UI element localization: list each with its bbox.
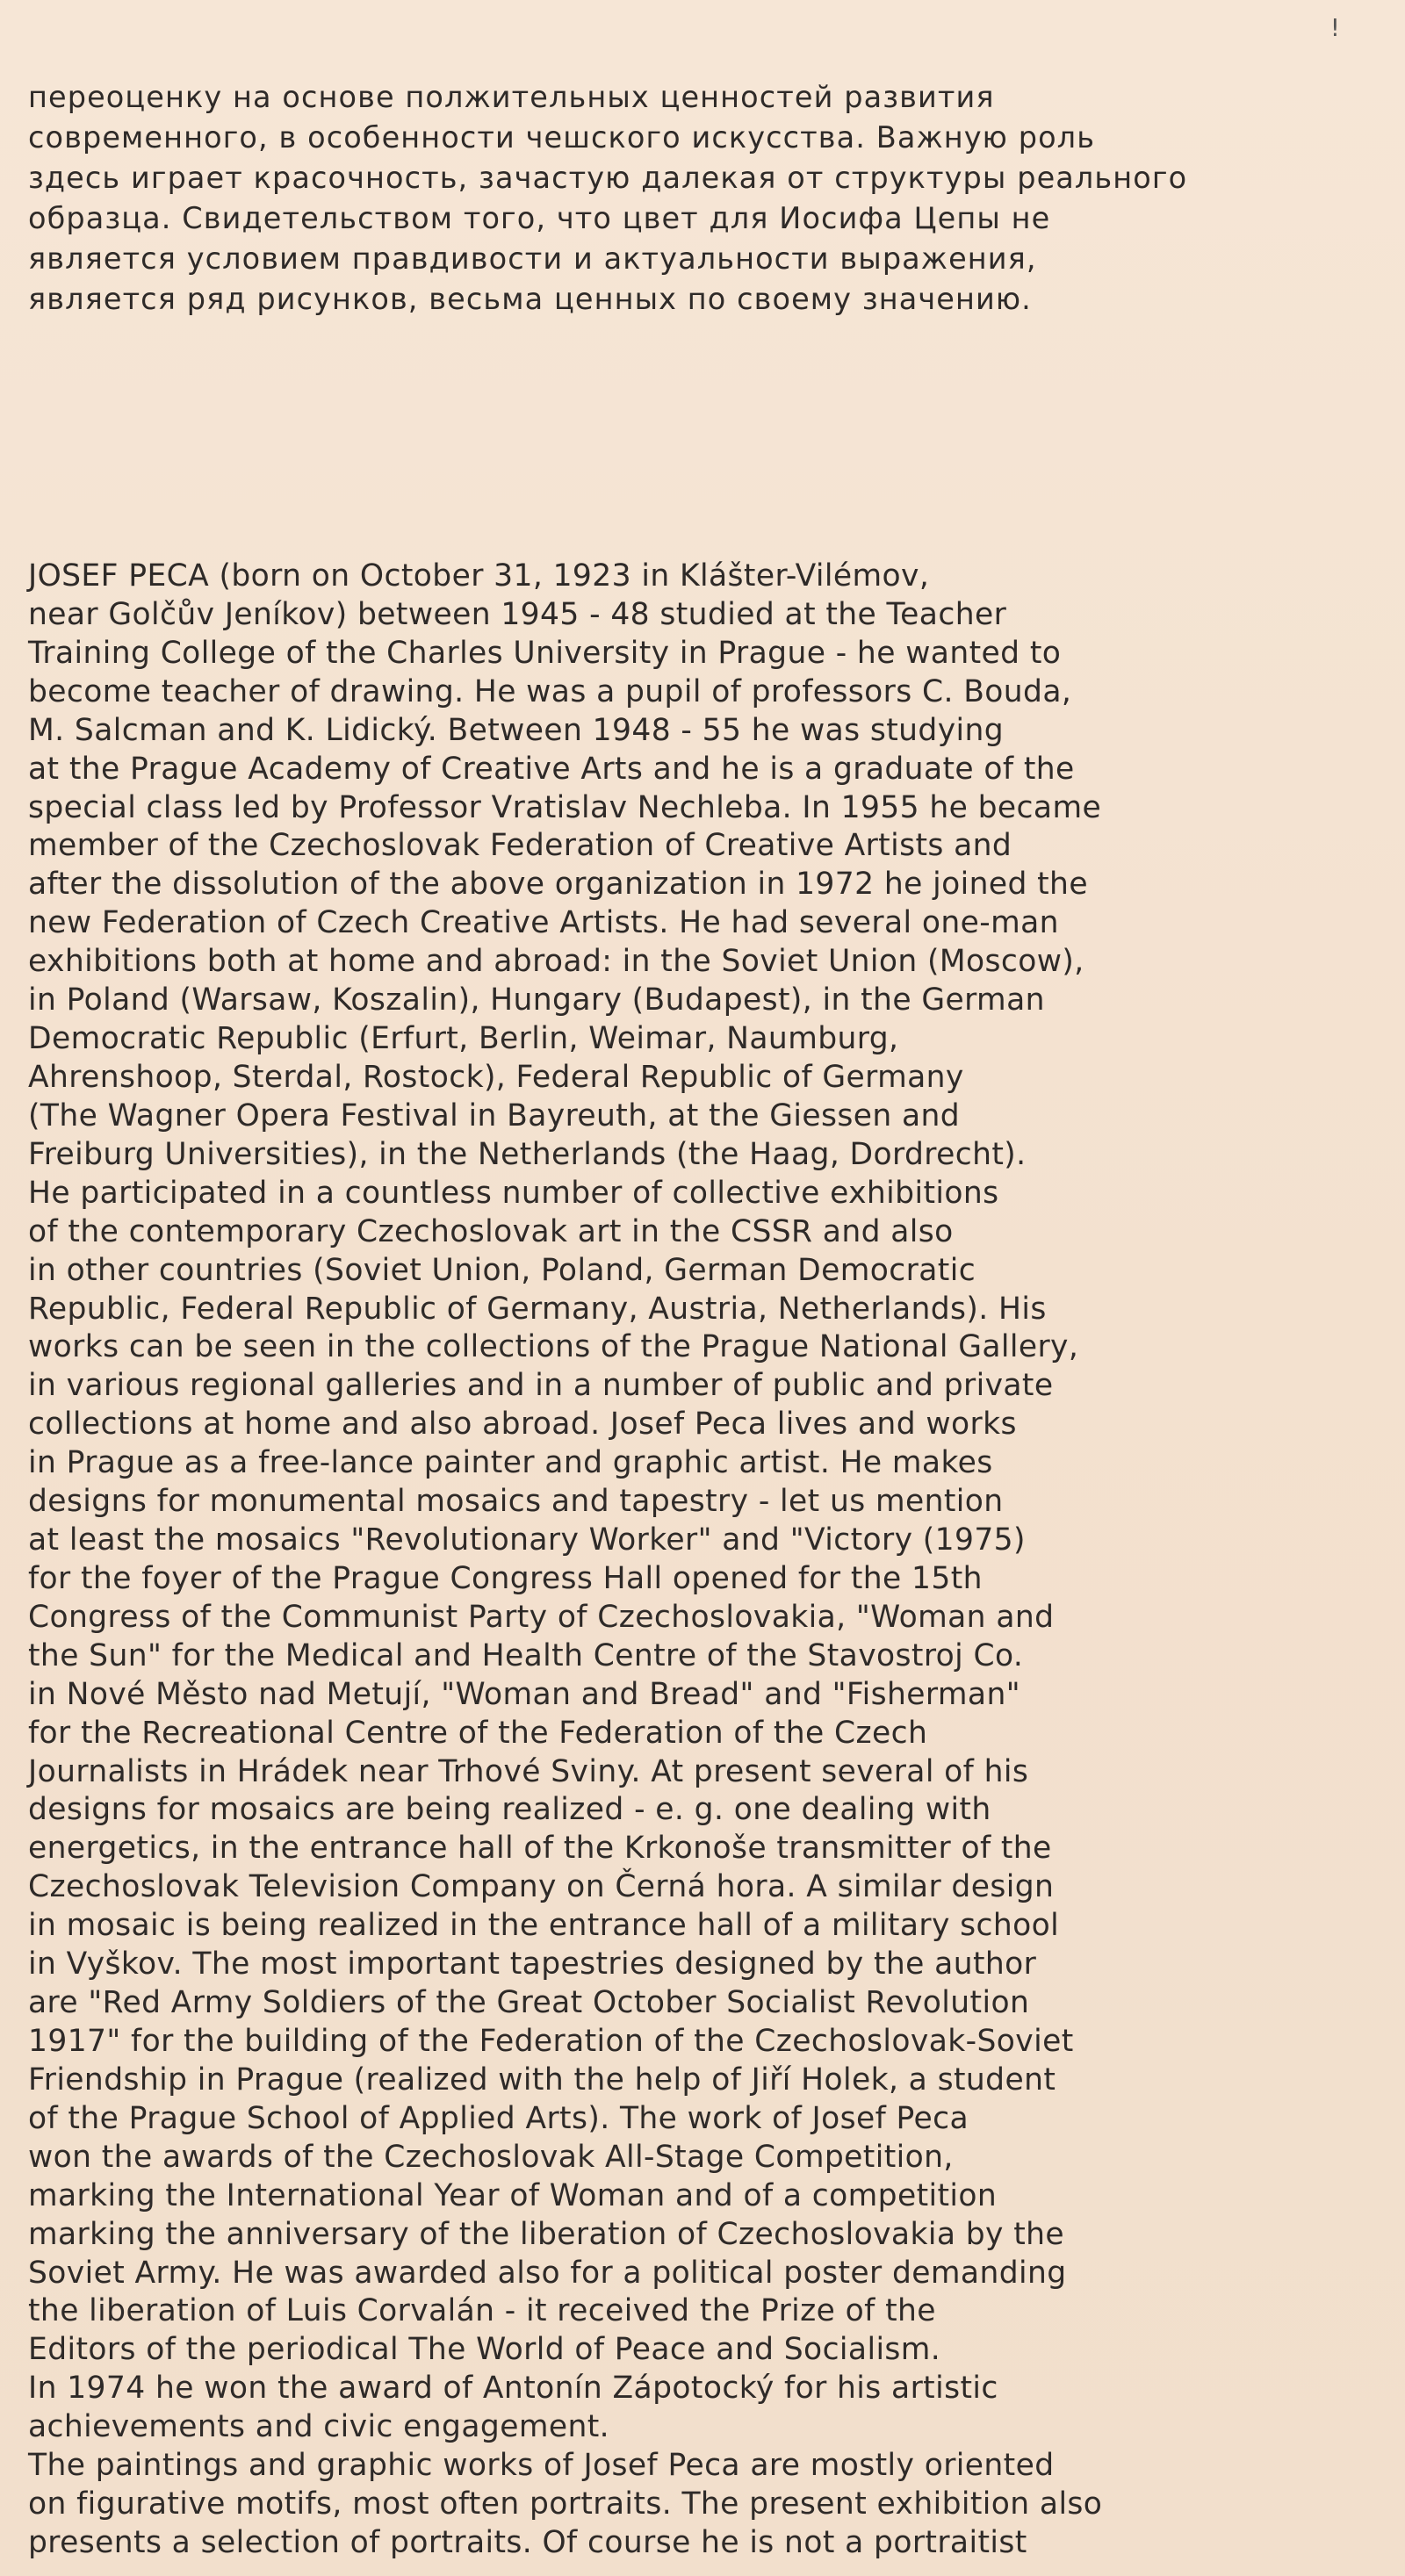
biography-line: Ahrenshoop, Sterdal, Rostock), Federal Republic of Germany bbox=[28, 1060, 964, 1095]
biography-line: Congress of the Communist Party of Czechoslovakia, "Woman and bbox=[28, 1600, 1055, 1635]
biography-line: exhibitions both at home and abroad: in the Soviet Union (Moscow), bbox=[28, 944, 1084, 979]
biography-line: M. Salcman and K. Lidický. Between 1948 - 55 he was studying bbox=[28, 713, 1005, 748]
biography-line: JOSEF PECA (born on October 31, 1923 in Klášter-Vilémov, bbox=[28, 558, 930, 594]
biography-line: The paintings and graphic works of Josef Peca are mostly oriented bbox=[28, 2448, 1055, 2483]
russian-line: образца. Свидетельством того, что цвет для Иосифа Цепы не bbox=[28, 201, 1051, 235]
biography-line: Editors of the periodical The World of Peace and Socialism. bbox=[28, 2332, 941, 2367]
biography-line: energetics, in the entrance hall of the Krkonoše transmitter of the bbox=[28, 1831, 1052, 1866]
biography-line: of the Prague School of Applied Arts). The work of Josef Peca bbox=[28, 2101, 969, 2136]
biography-line: at least the mosaics "Revolutionary Worker" and "Victory (1975) bbox=[28, 1522, 1026, 1558]
russian-line: является ряд рисунков, весьма ценных по своему значению. bbox=[28, 282, 1032, 316]
russian-line: здесь играет красочность, зачастую далекая от структуры реального bbox=[28, 161, 1188, 195]
biography-line: won the awards of the Czechoslovak All-Stage Competition, bbox=[28, 2140, 954, 2175]
biography-line: designs for mosaics are being realized - e. g. one dealing with bbox=[28, 1792, 991, 1827]
biography-line: marking the International Year of Woman and of a competition bbox=[28, 2178, 998, 2213]
biography-line: Training College of the Charles University in Prague - he wanted to bbox=[28, 636, 1062, 671]
biography-line: He participated in a countless number of collective exhibitions bbox=[28, 1176, 999, 1211]
biography-line: presents a selection of portraits. Of course he is not a portraitist bbox=[28, 2525, 1027, 2560]
biography-line: in various regional galleries and in a number of public and private bbox=[28, 1368, 1054, 1403]
biography-line: 1917" for the building of the Federation of the Czechoslovak-Soviet bbox=[28, 2024, 1074, 2059]
biography-line: special class led by Professor Vratislav Nechleba. In 1955 he became bbox=[28, 790, 1102, 825]
biography-line: on figurative motifs, most often portraits. The present exhibition also bbox=[28, 2486, 1103, 2522]
biography-line: designs for monumental mosaics and tapestry - let us mention bbox=[28, 1484, 1004, 1519]
biography-line: Czechoslovak Television Company on Černá hora. A similar design bbox=[28, 1869, 1055, 1904]
russian-line: современного, в особенности чешского искусства. Важную роль bbox=[28, 120, 1096, 155]
biography-line: in Prague as a free-lance painter and graphic artist. He makes bbox=[28, 1445, 993, 1480]
biography-line: Soviet Army. He was awarded also for a political poster demanding bbox=[28, 2256, 1067, 2291]
biography-line: for the foyer of the Prague Congress Hall opened for the 15th bbox=[28, 1561, 983, 1596]
biography-line: at the Prague Academy of Creative Arts and he is a graduate of the bbox=[28, 752, 1075, 787]
biography-line: the Sun" for the Medical and Health Centre of the Stavostroj Co. bbox=[28, 1638, 1024, 1673]
biography-line: near Golčův Jeníkov) between 1945 - 48 studied at the Teacher bbox=[28, 597, 1007, 632]
biography-line: after the dissolution of the above organization in 1972 he joined the bbox=[28, 867, 1088, 902]
page-edge-mark: ! bbox=[1329, 13, 1340, 42]
biography-line: Journalists in Hrádek near Trhové Sviny. At present several of his bbox=[28, 1754, 1029, 1789]
biography-line: collections at home and also abroad. Josef Peca lives and works bbox=[28, 1407, 1017, 1442]
biography-line: Friendship in Prague (realized with the help of Jiří Holek, a student bbox=[28, 2062, 1056, 2097]
biography-line: the liberation of Luis Corvalán - it received the Prize of the bbox=[28, 2293, 936, 2328]
biography-line: in Poland (Warsaw, Koszalin), Hungary (Budapest), in the German bbox=[28, 982, 1045, 1018]
biography-line: works can be seen in the collections of the Prague National Gallery, bbox=[28, 1329, 1079, 1364]
biography-line: in Nové Město nad Metují, "Woman and Bread" and "Fisherman" bbox=[28, 1677, 1020, 1712]
biography-line: member of the Czechoslovak Federation of Creative Artists and bbox=[28, 828, 1012, 863]
biography-line: (The Wagner Opera Festival in Bayreuth, at the Giessen and bbox=[28, 1098, 961, 1133]
biography-line: new Federation of Czech Creative Artists. He had several one-man bbox=[28, 905, 1059, 940]
biography-line: Republic, Federal Republic of Germany, Austria, Netherlands). His bbox=[28, 1292, 1047, 1327]
biography-line: of the contemporary Czechoslovak art in the CSSR and also bbox=[28, 1214, 954, 1249]
biography-line: Freiburg Universities), in the Netherlands (the Haag, Dordrecht). bbox=[28, 1137, 1027, 1172]
biography-line: for the Recreational Centre of the Federation of the Czech bbox=[28, 1716, 928, 1751]
biography-line: marking the anniversary of the liberation of Czechoslovakia by the bbox=[28, 2217, 1065, 2252]
biography-line: achievements and civic engagement. bbox=[28, 2409, 610, 2444]
biography-line: Democratic Republic (Erfurt, Berlin, Weimar, Naumburg, bbox=[28, 1021, 899, 1056]
biography-line: become teacher of drawing. He was a pupil of professors C. Bouda, bbox=[28, 674, 1072, 709]
biography-line: are "Red Army Soldiers of the Great October Socialist Revolution bbox=[28, 1985, 1030, 2020]
biography-line: in mosaic is being realized in the entrance hall of a military school bbox=[28, 1908, 1060, 1943]
russian-line: является условием правдивости и актуальности выражения, bbox=[28, 241, 1037, 276]
biography-line: in Vyškov. The most important tapestries designed by the author bbox=[28, 1946, 1037, 1982]
biography-line: in other countries (Soviet Union, Poland, German Democratic bbox=[28, 1253, 976, 1288]
biography-line: In 1974 he won the award of Antonín Zápotocký for his artistic bbox=[28, 2371, 998, 2406]
russian-line: переоценку на основе полжительных ценностей развития bbox=[28, 80, 995, 114]
